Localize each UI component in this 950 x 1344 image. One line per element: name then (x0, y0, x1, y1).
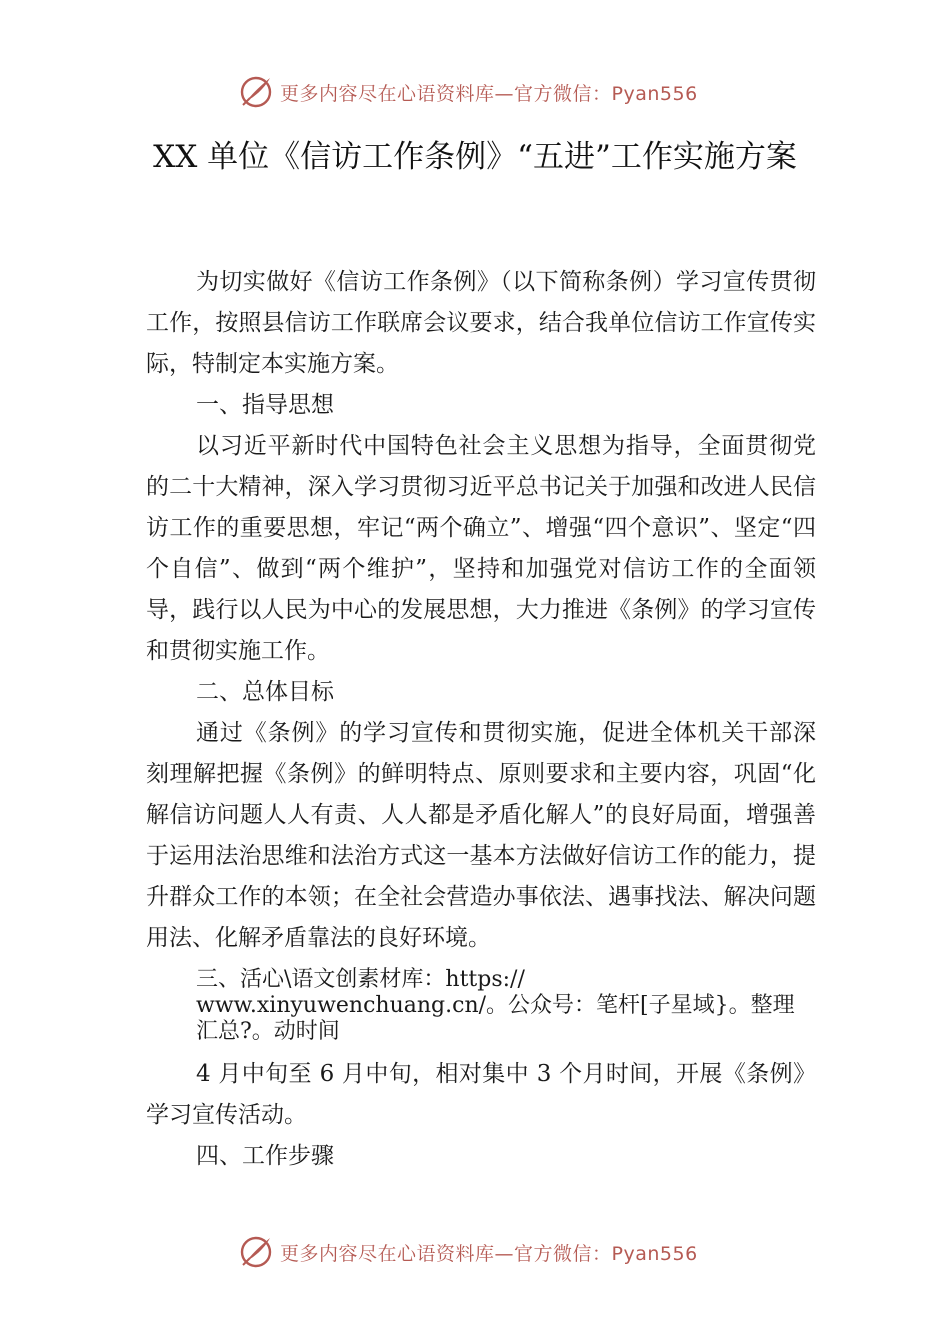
section-heading-overall-goal: 二、总体目标 (196, 679, 334, 705)
activity-time-paragraph: 4 月中旬至 6 月中旬，相对集中 3 个月时间，开展《条例》学习宣传活动。 (146, 1061, 816, 1128)
activity-heading-line-2: www.xinyuwenchuang.cn/。公众号：笔杆[子星域}。整理 (196, 993, 795, 1018)
document-title: XX 单位《信访工作条例》“五进”工作实施方案 (153, 139, 797, 175)
watermark-text: 更多内容尽在心语资料库—官方微信：Pyan556 (280, 1242, 698, 1265)
activity-heading-line-1: 三、活心\语文创素材库：https:// (196, 967, 525, 992)
section-heading-activity-time (146, 959, 816, 1054)
header-watermark-banner (238, 72, 738, 112)
guiding-thought-paragraph: 以习近平新时代中国特色社会主义思想为指导，全面贯彻党的二十大精神，深入学习贯彻习近平总书记关于加强和改进人民信访工作的重要思想，牢记“两个确立”、增强“四个意识”、坚定“四个自信”、做到“两个维护”，坚持和加强党对信访工作的全面领导，践行以人民为中心的发展思想，大力推进《条例》的学习宣传和贯彻实施工作。 (146, 433, 816, 664)
footer-watermark-banner (238, 1232, 738, 1272)
section-heading-work-steps: 四、工作步骤 (196, 1143, 334, 1169)
intro-paragraph: 为切实做好《信访工作条例》（以下简称条例）学习宣传贯彻工作，按照县信访工作联席会议要求，结合我单位信访工作宣传实际，特制定本实施方案。 (146, 269, 816, 377)
activity-heading-line-3: 汇总?。动时间 (196, 1019, 340, 1044)
watermark-text: 更多内容尽在心语资料库—官方微信：Pyan556 (280, 82, 698, 105)
document-body (146, 262, 816, 1177)
overall-goal-paragraph: 通过《条例》的学习宣传和贯彻实施，促进全体机关干部深刻理解把握《条例》的鲜明特点、原则要求和主要内容，巩固“化解信访问题人人有责、人人都是矛盾化解人”的良好局面，增强善于运用法治思维和法治方式这一基本方法做好信访工作的能力，提升群众工作的本领；在全社会营造办事依法、遇事找法、解决问题用法、化解矛盾靠法的良好环境。 (146, 720, 816, 951)
section-heading-guiding-thought: 一、指导思想 (196, 392, 334, 418)
quill-circle-logo-icon (238, 1234, 274, 1270)
quill-circle-logo-icon (238, 74, 274, 110)
